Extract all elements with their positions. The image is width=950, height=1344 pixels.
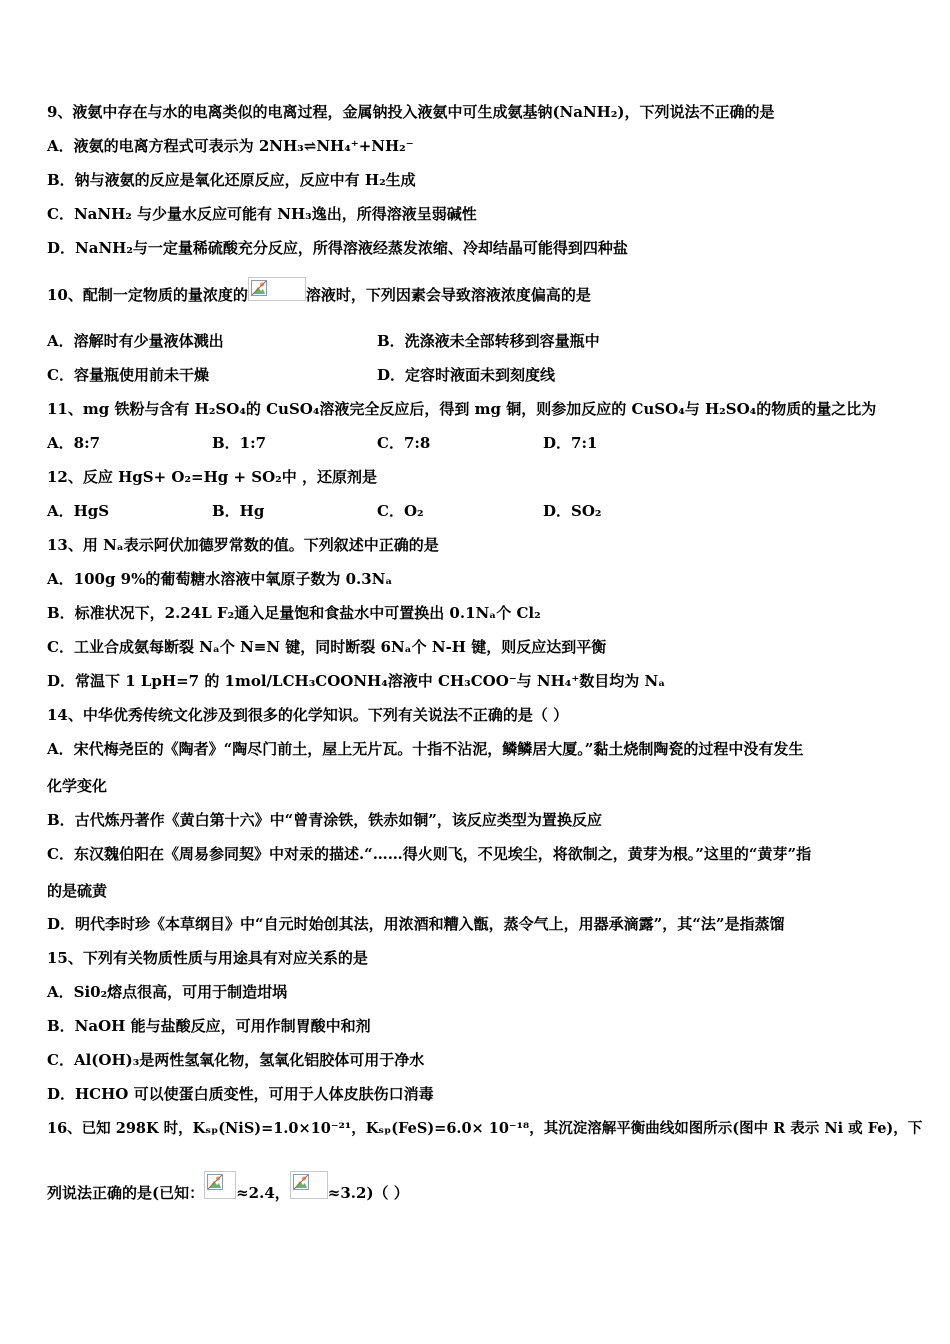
q14-option-d: D．明代李时珍《本草纲目》中“自元时始创其法，用浓酒和糟入甑，蒸令气上，用器承滴露”，其“法”是指蒸馏: [47, 915, 785, 933]
q12-option-b: B．Hg: [212, 502, 265, 520]
q12-option-d: D．SO₂: [543, 502, 602, 520]
approx-value-2: ≈3.2)（ ）: [327, 1184, 409, 1202]
q15-option-b: B．NaOH 能与盐酸反应，可用作制胃酸中和剂: [47, 1017, 371, 1035]
q13-option-c: C．工业合成氨每断裂 Nₐ个 N≡N 键，同时断裂 6Nₐ个 N-H 键，则反应达到平衡: [47, 638, 607, 656]
q12-option-c: C．O₂: [377, 502, 424, 520]
q15-option-a: A．Si0₂熔点很高，可用于制造坩埚: [47, 983, 288, 1001]
approx-value-1: ≈2.4，: [236, 1184, 290, 1202]
q16-stem-line2: [47, 1180, 409, 1208]
q14-option-c-line2: 的是硫黄: [47, 882, 108, 900]
sqrt-formula-image-placeholder-2: [290, 1171, 328, 1199]
q10-option-a: A．溶解时有少量液体溅出: [47, 332, 224, 350]
q15-stem: 15、下列有关物质性质与用途具有对应关系的是: [47, 949, 368, 967]
q10-option-c: C．容量瓶使用前未干燥: [47, 366, 209, 384]
q16-stem-line1: 16、已知 298K 时，Kₛₚ(NiS)=1.0×10⁻²¹，Kₛₚ(FeS)=6.0× 10⁻¹⁸，其沉淀溶解平衡曲线如图所示(图中 R 表示 Ni 或 Fe)，下: [47, 1120, 923, 1137]
q13-option-a: A．100g 9%的葡萄糖水溶液中氧原子数为 0.3Nₐ: [47, 570, 393, 588]
q10-option-b: B．洗涤液未全部转移到容量瓶中: [377, 332, 600, 350]
q9-option-a: A．液氨的电离方程式可表示为 2NH₃⇌NH₄⁺+NH₂⁻: [47, 137, 414, 155]
q11-stem: 11、mg 铁粉与含有 H₂SO₄的 CuSO₄溶液完全反应后，得到 mg 铜，则参加反应的 CuSO₄与 H₂SO₄的物质的量之比为: [47, 400, 877, 418]
sqrt-formula-image-placeholder-1: [204, 1171, 236, 1199]
q14-option-a-line2: 化学变化: [47, 777, 108, 795]
q12-stem: 12、反应 HgS+ O₂=Hg + SO₂中 ，还原剂是: [47, 468, 377, 486]
q16-stem-line2-text: 列说法正确的是(已知：: [47, 1184, 205, 1202]
q13-stem: 13、用 Nₐ表示阿伏加德罗常数的值。下列叙述中正确的是: [47, 536, 439, 554]
q13-option-b: B．标准状况下，2.24L F₂通入足量饱和食盐水中可置换出 0.1Nₐ个 Cl₂: [47, 604, 541, 622]
broken-image-icon: [207, 1174, 223, 1190]
q9-option-c: C．NaNH₂ 与少量水反应可能有 NH₃逸出，所得溶液呈弱碱性: [47, 205, 477, 223]
broken-image-icon: [251, 280, 267, 296]
q12-option-a: A．HgS: [47, 502, 110, 520]
q11-option-d: D．7:1: [543, 434, 598, 452]
q15-option-c: C．Al(OH)₃是两性氢氧化物，氢氧化铝胶体可用于净水: [47, 1051, 425, 1069]
q15-option-d: D．HCHO 可以使蛋白质变性，可用于人体皮肤伤口消毒: [47, 1085, 434, 1103]
q11-option-b: B．1:7: [212, 434, 267, 452]
q9-option-d: D．NaNH₂与一定量稀硫酸充分反应，所得溶液经蒸发浓缩、冷却结晶可能得到四种盐: [47, 239, 628, 257]
q13-option-d: D．常温下 1 LpH=7 的 1mol/LCH₃COONH₄溶液中 CH₃COO⁻与 NH₄⁺数目均为 Nₐ: [47, 672, 666, 690]
q14-option-b: B．古代炼丹著作《黄白第十六》中“曾青涂铁，铁赤如铜”，该反应类型为置换反应: [47, 811, 602, 829]
q11-option-c: C．7:8: [377, 434, 431, 452]
q11-option-a: A．8:7: [47, 434, 101, 452]
q14-option-c-line1: C．东汉魏伯阳在《周易参同契》中对汞的描述.“……得火则飞，不见埃尘，将欲制之，黄芽为根。”这里的“黄芽”指: [47, 845, 812, 863]
q10-stem-after: 溶液时，下列因素会导致溶液浓度偏高的是: [305, 286, 591, 304]
formula-image-placeholder: [248, 277, 306, 301]
broken-image-icon: [293, 1174, 309, 1190]
q10-stem: [47, 284, 591, 308]
q10-option-d: D．定容时液面未到刻度线: [377, 366, 556, 384]
q9-option-b: B．钠与液氨的反应是氧化还原反应，反应中有 H₂生成: [47, 171, 416, 189]
q14-option-a-line1: A．宋代梅尧臣的《陶者》“陶尽门前土，屋上无片瓦。十指不沾泥，鳞鳞居大厦。”黏土烧制陶瓷的过程中没有发生: [47, 740, 804, 758]
q9-stem: 9、液氨中存在与水的电离类似的电离过程，金属钠投入液氨中可生成氨基钠(NaNH₂)，下列说法不正确的是: [47, 103, 775, 121]
q10-stem-before: 10、配制一定物质的量浓度的: [47, 286, 248, 304]
q14-stem: 14、中华优秀传统文化涉及到很多的化学知识。下列有关说法不正确的是（ ）: [47, 706, 569, 724]
